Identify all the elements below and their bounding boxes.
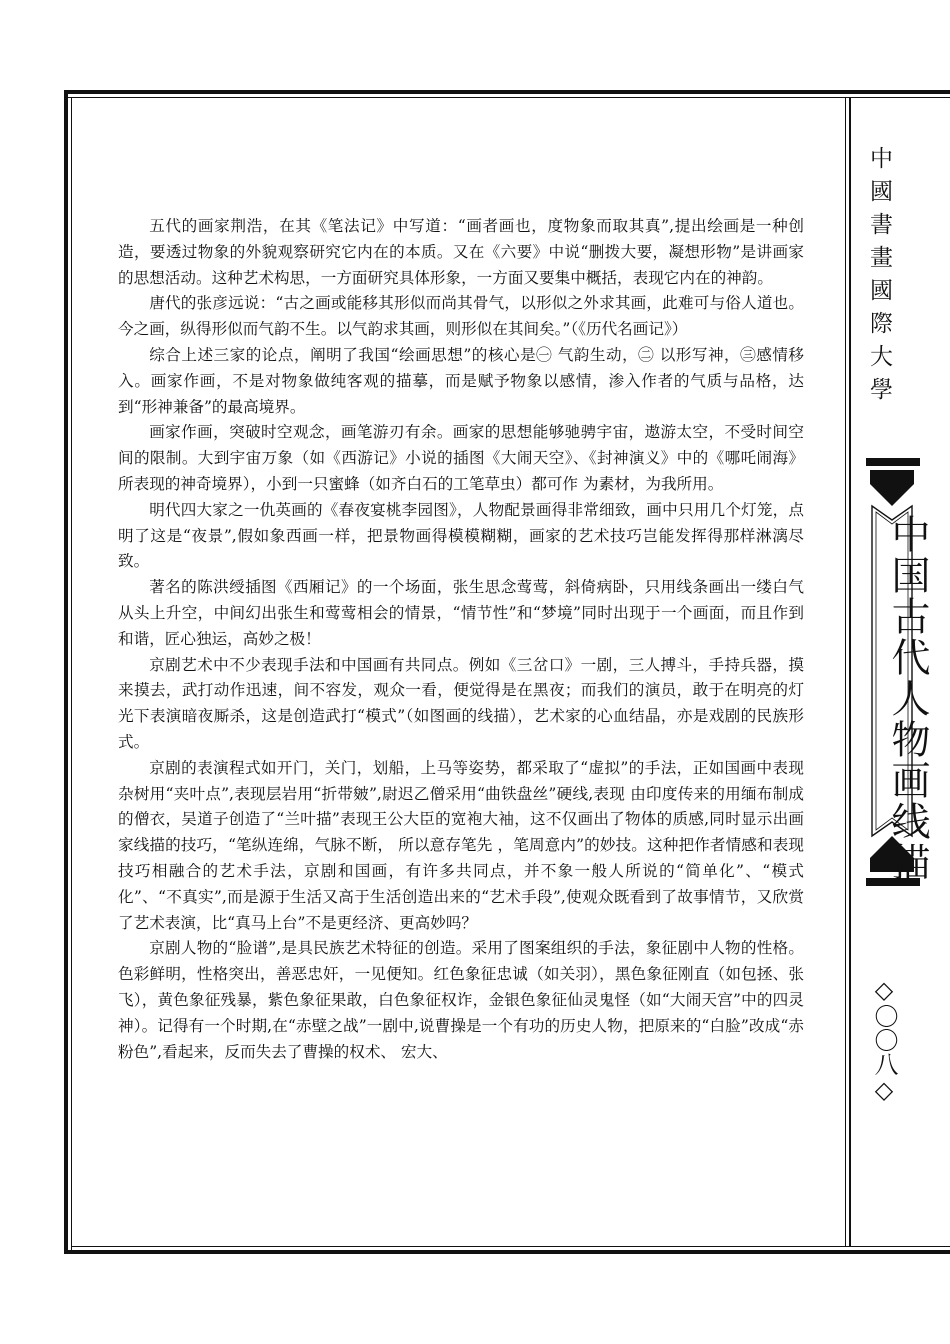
frame-left-border — [64, 90, 68, 1254]
book-title: 中国古代人物画线描 — [885, 514, 930, 883]
sidebar-divider-thick — [849, 97, 851, 1247]
frame-bottom-border — [64, 1250, 950, 1254]
frame-top-border — [64, 90, 950, 94]
paragraph: 唐代的张彦远说：“古之画或能移其形似而尚其骨气，以形似之外求其画，此难可与俗人道也。今之画，纵得形似而气韵不生。以气韵求其画，则形似在其间矣。”（《历代名画记》） — [118, 294, 804, 339]
paragraph: 综合上述三家的论点，阐明了我国“绘画思想”的核心是㊀ 气韵生动，㊁ 以形写神，㊂感情移入。画家作画，不是对物象做纯客观的描摹，而是赋予物象以感情，渗入作者的气质与品格，达到“形神兼备”的最高境界。 — [118, 345, 804, 416]
university-name: 中國書畫國際大學 — [866, 146, 892, 410]
paragraph: 明代四大家之一仇英画的《春夜宴桃李园图》，人物配景画得非常细致，画中只用几个灯笼，点明了这是“夜景”,假如象西画一样，把景物画得模模糊糊，画家的艺术技巧岂能发挥得那样淋漓尽致。 — [118, 500, 804, 571]
paragraph: 京剧艺术中不少表现手法和中国画有共同点。例如《三岔口》一剧，三人搏斗，手持兵器，摸来摸去，武打动作迅速，间不容发，观众一看，便觉得是在黑夜；而我们的演员，敢于在明亮的灯光下表演暗夜厮杀，这是创造武打“模式”（如图画的线描），艺术家的心血结晶，亦是戏剧的民族形式。 — [118, 655, 804, 751]
cartouche-top-bar — [866, 458, 920, 466]
frame-left-inner-border — [71, 97, 72, 1251]
paragraph: 京剧人物的“脸谱”,是具民族艺术特征的创造。采用了图案组织的手法，象征剧中人物的性格。色彩鲜明，性格突出，善恶忠奸，一见便知。红色象征忠诚（如关羽），黑色象征刚直（如包拯、张飞），黄色象征残暴，紫色象征果敢，白色象征权诈，金银色象征仙灵鬼怪（如“大闹天宫”中的四灵神）。记得有一个时期,在“赤壁之战”一剧中,说曹操是一个有功的历史人物，把原来的“白脸”改成“赤粉色”,看起来，反而失去了曹操的权术、 宏大、 — [118, 939, 804, 1061]
frame-bottom-inner-border — [71, 1246, 950, 1247]
sidebar-divider-thin — [845, 97, 846, 1247]
page-number: ◇〇〇八◇ — [870, 976, 898, 1104]
paragraph: 画家作画，突破时空观念，画笔游刃有余。画家的思想能够驰骋宇宙，遨游太空，不受时间空间的限制。大到宇宙万象（如《西游记》小说的插图《大闹天空》、《封神演义》中的《哪吒闹海》所表现的神奇境界），小到一只蜜蜂（如齐白石的工笔草虫）都可作 为素材，为我所用。 — [118, 423, 804, 493]
body-text — [118, 214, 804, 1065]
paragraph: 五代的画家荆浩，在其《笔法记》中写道：“画者画也，度物象而取其真”,提出绘画是一种创造，要透过物象的外貌观察研究它内在的本质。又在《六要》中说“删拨大要，凝想形物”是讲画家的思想活动。这种艺术构思，一方面研究具体形象，一方面又要集中概括，表现它内在的神韵。 — [118, 217, 804, 287]
paragraph: 京剧的表演程式如开门，关门，划船，上马等姿势，都采取了“虚拟”的手法，正如国画中表现杂树用“夹叶点”,表现层岩用“折带皴”,尉迟乙僧采用“曲铁盘丝”硬线,表现 由印度传来的用缅布制成的僧衣，吴道子创造了“兰叶描”表现王公大臣的宽袍大袖，这不仅画出了物体的质感,同时显示出画家线描的技巧，“笔纵连绵，气脉不断， 所以意存笔先 ，笔周意内”的妙技。这种把作者情感和表现技巧相融合的艺术手法，京剧和国画，有许多共同点，并不象一般人所说的“简单化”、“模式化”、“不真实”,而是源于生活又高于生活创造出来的“艺术手段”,使观众既看到了故事情节，又欣赏了艺术表演，比“真马上台”不是更经济、更高妙吗？ — [118, 758, 804, 932]
paragraph: 著名的陈洪绶插图《西厢记》的一个场面，张生思念莺莺，斜倚病卧，只用线条画出一缕白气从头上升空，中间幻出张生和莺莺相会的情景，“情节性”和“梦境”同时出现于一个画面，而且作到和谐，匠心独运，高妙之极！ — [118, 578, 804, 648]
frame-top-inner-border — [64, 97, 950, 98]
